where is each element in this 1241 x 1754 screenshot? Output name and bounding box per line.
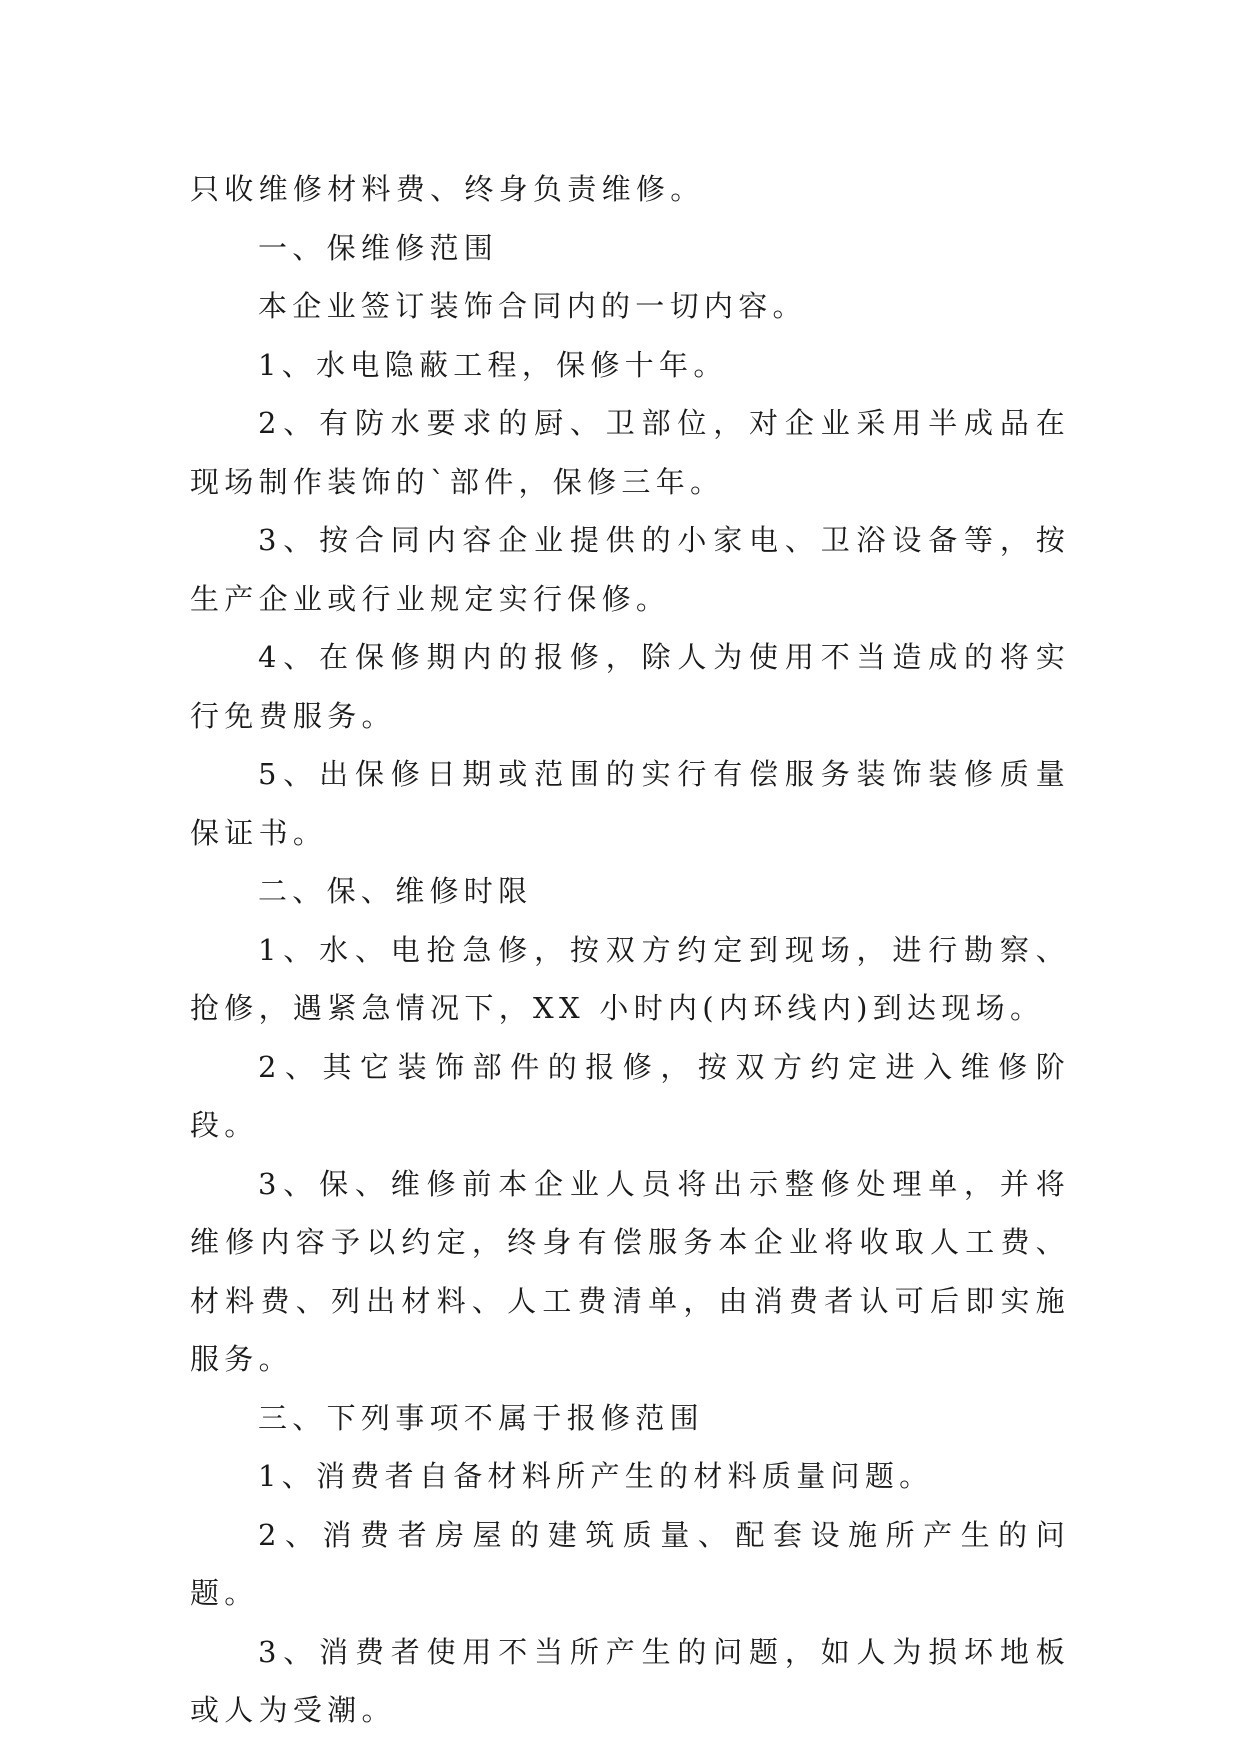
list-item-3-2: 2、消费者房屋的建筑质量、配套设施所产生的问题。 bbox=[190, 1517, 1070, 1610]
list-item-3-1: 1、消费者自备材料所产生的材料质量问题。 bbox=[258, 1459, 934, 1493]
list-item-1-2: 2、有防水要求的厨、卫部位，对企业采用半成品在现场制作装饰的`部件，保修三年。 bbox=[190, 406, 1070, 499]
list-item-1-5: 5、出保修日期或范围的实行有偿服务装饰装修质量保证书。 bbox=[190, 757, 1070, 850]
list-item-1-1: 1、水电隐蔽工程，保修十年。 bbox=[258, 347, 728, 382]
document-body bbox=[190, 160, 1070, 1740]
list-item-2-2: 2、其它装饰部件的报修，按双方约定进入维修阶段。 bbox=[190, 1049, 1070, 1142]
list-item-2-1: 1、水、电抢急修，按双方约定到现场，进行勘察、抢修，遇紧急情况下，XX 小时内(内环线内)到达现场。 bbox=[190, 932, 1070, 1025]
paragraph-scope: 本企业签订装饰合同内的一切内容。 bbox=[258, 289, 807, 323]
list-item-1-3: 3、按合同内容企业提供的小家电、卫浴设备等，按生产企业或行业规定实行保修。 bbox=[190, 523, 1070, 616]
paragraph-continuation: 只收维修材料费、终身负责维修。 bbox=[190, 172, 705, 206]
section-heading-3: 三、下列事项不属于报修范围 bbox=[258, 1400, 704, 1435]
list-item-3-3: 3、消费者使用不当所产生的问题，如人为损坏地板或人为受潮。 bbox=[190, 1634, 1070, 1727]
list-item-2-3: 3、保、维修前本企业人员将出示整修处理单，并将维修内容予以约定，终身有偿服务本企业将收取人工费、材料费、列出材料、人工费清单，由消费者认可后即实施服务。 bbox=[190, 1166, 1070, 1376]
list-item-1-4: 4、在保修期内的报修，除人为使用不当造成的将实行免费服务。 bbox=[190, 640, 1070, 733]
section-heading-2: 二、保、维修时限 bbox=[258, 874, 533, 908]
section-heading-1: 一、保维修范围 bbox=[258, 230, 499, 265]
